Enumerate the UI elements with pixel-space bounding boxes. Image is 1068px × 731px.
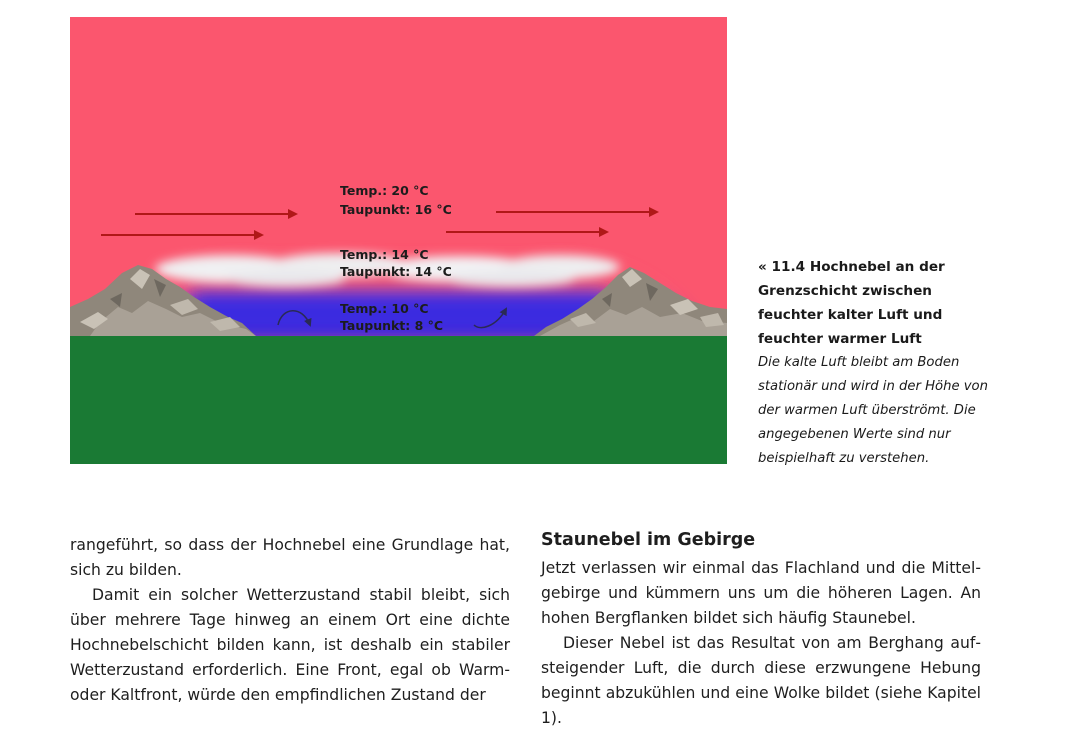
lower-temp-label: Temp.: 10 °C bbox=[340, 301, 429, 316]
middle-temp-label: Temp.: 14 °C bbox=[340, 247, 429, 262]
caption-title: Hochnebel an der Grenzschicht zwischen feuchter kalter Luft und feuchter warmer Luft bbox=[758, 259, 945, 347]
paragraph: Dieser Nebel ist das Resultat von am Berghang aufsteigender Luft, die durch diese erzwungene Hebung beginnt abzukühlen und eine Wolke bildet (siehe Kapitel 1). bbox=[541, 634, 981, 727]
upper-dewpoint-label: Taupunkt: 16 °C bbox=[340, 202, 452, 217]
paragraph: Damit ein solcher Wetterzustand stabil bleibt, sich über mehrere Tage hinweg an einem Ort eine dichte Hochnebelschicht bilden kann, ist deshalb ein stabiler Wetterzustand erforderlich. Eine Front, egal ob Warmoder Kaltfront, würde den empfindlichen Zustand der bbox=[70, 586, 510, 704]
caption-number: 11.4 bbox=[771, 259, 806, 275]
caption-body: Die kalte Luft bleibt am Boden stationär und wird in der Höhe von der warmen Luft überströmt. Die angegebenen Werte sind nur beispielhaft zu verstehen. bbox=[758, 355, 988, 466]
paragraph: rangeführt, so dass der Hochnebel eine Grundlage hat, sich zu bilden. bbox=[70, 536, 510, 579]
left-text-column bbox=[70, 533, 510, 708]
fog-diagram bbox=[70, 17, 727, 464]
caption-marker: « bbox=[758, 259, 767, 275]
upper-temp-label: Temp.: 20 °C bbox=[340, 183, 429, 198]
lower-dewpoint-label: Taupunkt: 8 °C bbox=[340, 318, 444, 333]
figure-caption bbox=[758, 255, 998, 471]
middle-dewpoint-label: Taupunkt: 14 °C bbox=[340, 264, 452, 279]
fog-diagram-svg bbox=[70, 17, 727, 464]
section-heading: Staunebel im Gebirge bbox=[541, 530, 756, 550]
ground bbox=[70, 336, 727, 464]
paragraph: Jetzt verlassen wir einmal das Flachland und die Mittelgebirge und kümmern uns um die höheren Lagen. An hohen Bergflanken bildet sich häufig Staunebel. bbox=[541, 559, 981, 627]
right-text-column bbox=[541, 528, 981, 731]
